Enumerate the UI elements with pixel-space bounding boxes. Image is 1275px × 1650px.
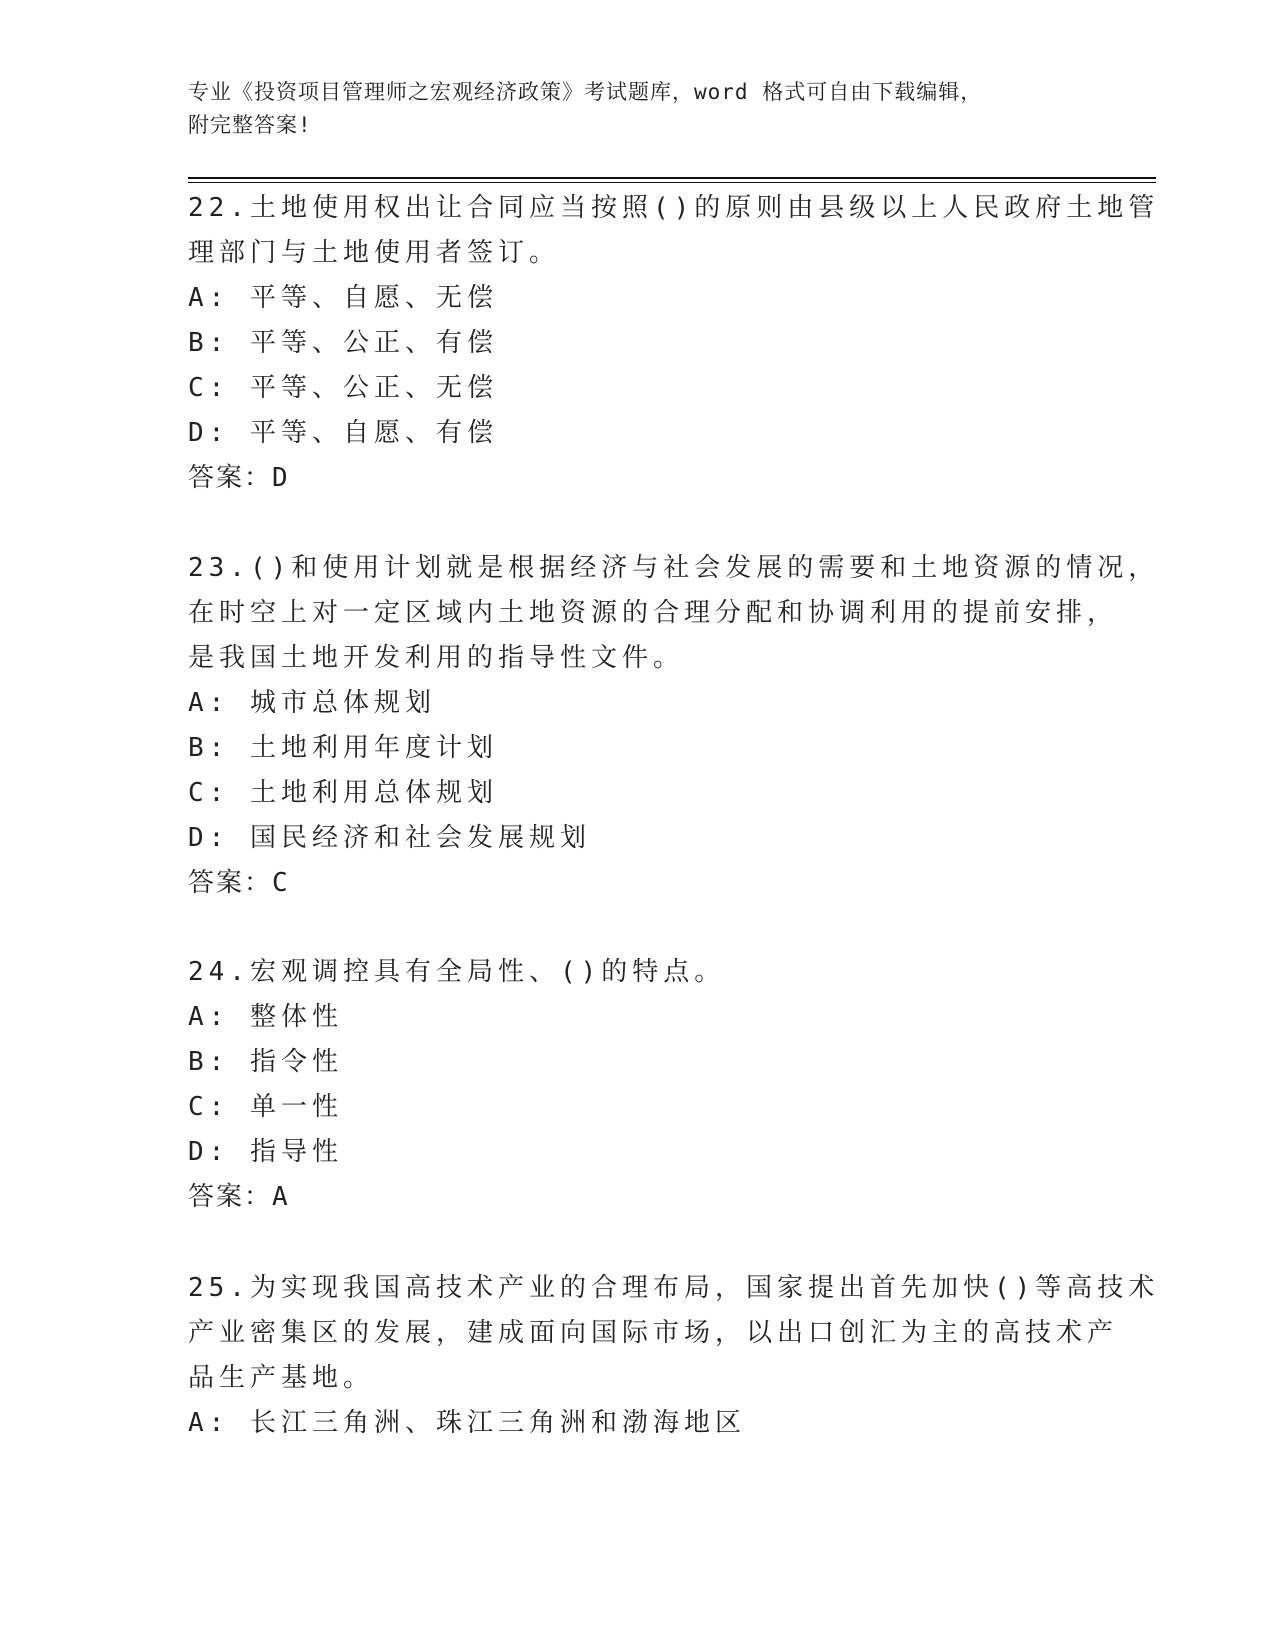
answer-line: 答案：A xyxy=(188,1182,290,1212)
question-text-line: 理部门与土地使用者签订。 xyxy=(188,238,561,268)
option-a: A: 长江三角洲、珠江三角洲和渤海地区 xyxy=(188,1408,746,1438)
question-text-line: 产业密集区的发展，建成面向国际市场，以出口创汇为主的高技术产 xyxy=(188,1318,1119,1348)
header-line-2: 附完整答案! xyxy=(188,113,312,137)
header-divider-thin xyxy=(188,182,1156,183)
question-23 xyxy=(188,546,1160,906)
header-line-1: 专业《投资项目管理师之宏观经济政策》考试题库，word 格式可自由下载编辑， xyxy=(188,80,983,104)
document-header xyxy=(188,76,1088,142)
question-24 xyxy=(188,950,1088,1220)
option-a: A: 平等、自愿、无偿 xyxy=(188,283,498,313)
answer-line: 答案：C xyxy=(188,868,290,898)
question-text-line: 是我国土地开发利用的指导性文件。 xyxy=(188,643,685,673)
option-b: B: 土地利用年度计划 xyxy=(188,733,498,763)
option-c: C: 平等、公正、无偿 xyxy=(188,373,498,403)
option-a: A: 城市总体规划 xyxy=(188,688,436,718)
option-c: C: 单一性 xyxy=(188,1092,343,1122)
option-d: D: 指导性 xyxy=(188,1137,343,1167)
answer-line: 答案：D xyxy=(188,463,290,493)
question-text-line: 22.土地使用权出让合同应当按照()的原则由县级以上人民政府土地管 xyxy=(188,193,1160,223)
option-b: B: 指令性 xyxy=(188,1047,343,1077)
option-c: C: 土地利用总体规划 xyxy=(188,778,498,808)
question-22 xyxy=(188,186,1160,501)
question-text-line: 品生产基地。 xyxy=(188,1363,375,1393)
option-b: B: 平等、公正、有偿 xyxy=(188,328,498,358)
question-text-line: 23.()和使用计划就是根据经济与社会发展的需要和土地资源的情况， xyxy=(188,553,1160,583)
question-text-line: 24.宏观调控具有全局性、()的特点。 xyxy=(188,957,726,987)
option-a: A: 整体性 xyxy=(188,1002,343,1032)
option-d: D: 国民经济和社会发展规划 xyxy=(188,823,591,853)
header-divider xyxy=(188,177,1156,179)
question-text-line: 在时空上对一定区域内土地资源的合理分配和协调利用的提前安排， xyxy=(188,598,1119,628)
option-d: D: 平等、自愿、有偿 xyxy=(188,418,498,448)
question-text-line: 25.为实现我国高技术产业的合理布局，国家提出首先加快()等高技术 xyxy=(188,1273,1160,1303)
question-25 xyxy=(188,1266,1160,1446)
